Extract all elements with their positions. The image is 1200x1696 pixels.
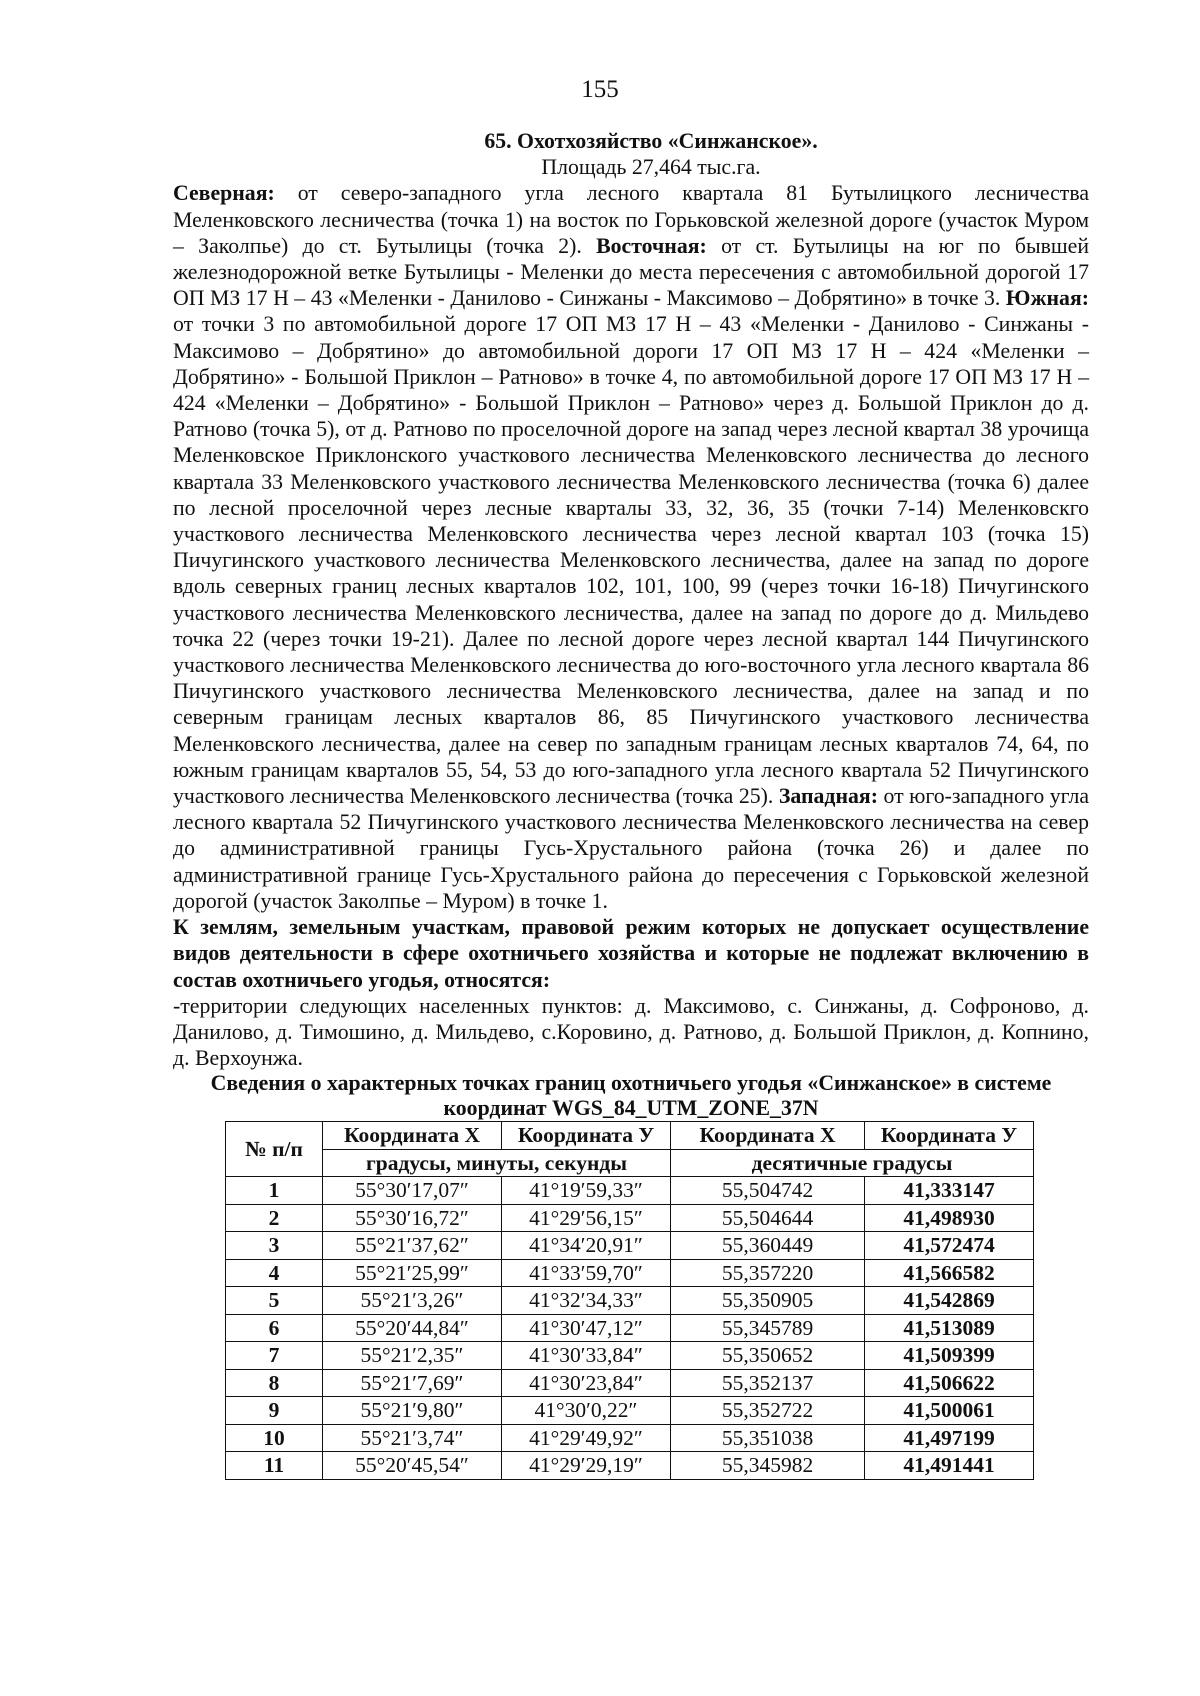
- table-body: [226, 1177, 1034, 1480]
- cell-x-dms: 55°21′7,69″: [323, 1369, 502, 1397]
- table-header-row: [226, 1122, 1034, 1150]
- cell-y-dms: 41°29′56,15″: [502, 1204, 671, 1232]
- cell-x-dms: 55°20′45,54″: [323, 1452, 502, 1480]
- table-row: [226, 1177, 1034, 1205]
- south-label: Южная:: [1005, 286, 1089, 311]
- header-x-dec: Координата X: [671, 1122, 865, 1150]
- cell-y-dec: 41,500061: [865, 1397, 1034, 1425]
- exclusion-heading: К землям, земельным участкам, правовой режим которых не допускает осуществление видов деятельности в сфере охотничьего хозяйства и которые не подлежат включению в состав охотничьего угодья, относятся:: [173, 915, 1089, 992]
- west-label: Западная:: [778, 784, 878, 809]
- table-row: [226, 1314, 1034, 1342]
- cell-x-dms: 55°21′25,99″: [323, 1259, 502, 1287]
- cell-y-dms: 41°29′49,92″: [502, 1424, 671, 1452]
- cell-x-dms: 55°21′3,74″: [323, 1424, 502, 1452]
- cell-x-dec: 55,345789: [671, 1314, 865, 1342]
- cell-num: 3: [226, 1232, 323, 1260]
- cell-y-dec: 41,333147: [865, 1177, 1034, 1205]
- cell-x-dec: 55,351038: [671, 1424, 865, 1452]
- north-label: Северная:: [173, 181, 275, 206]
- cell-num: 9: [226, 1397, 323, 1425]
- cell-y-dec: 41,509399: [865, 1342, 1034, 1370]
- header-y-dec: Координата У: [865, 1122, 1034, 1150]
- cell-num: 11: [226, 1452, 323, 1480]
- cell-x-dec: 55,504742: [671, 1177, 865, 1205]
- cell-y-dec: 41,566582: [865, 1259, 1034, 1287]
- header-dec-group: десятичные градусы: [671, 1149, 1034, 1177]
- cell-y-dms: 41°32′34,33″: [502, 1287, 671, 1315]
- east-text: от ст. Бутылицы на юг по бывшей железнодорожной ветке Бутылицы - Меленки до места пересечения с автомобильной дорогой 17 ОП МЗ 17 Н – 43 «Меленки - Данилово - Синжаны - Максимово – Добрятино» в точке 3.: [173, 233, 1089, 311]
- table-subheader-row: [226, 1149, 1034, 1177]
- table-row: [226, 1232, 1034, 1260]
- cell-y-dec: 41,513089: [865, 1314, 1034, 1342]
- table-row: [226, 1452, 1034, 1480]
- table-row: [226, 1424, 1034, 1452]
- cell-x-dec: 55,352722: [671, 1397, 865, 1425]
- cell-x-dms: 55°21′3,26″: [323, 1287, 502, 1315]
- cell-y-dms: 41°30′47,12″: [502, 1314, 671, 1342]
- table-caption: Сведения о характерных точках границ охотничьего угодья «Синжанское» в системе координат WGS_84_UTM_ZONE_37N: [210, 1071, 1052, 1121]
- cell-num: 8: [226, 1369, 323, 1397]
- cell-x-dec: 55,352137: [671, 1369, 865, 1397]
- table-row: [226, 1287, 1034, 1315]
- cell-y-dec: 41,491441: [865, 1452, 1034, 1480]
- cell-y-dms: 41°19′59,33″: [502, 1177, 671, 1205]
- exclusion-list: -территории следующих населенных пунктов: д. Максимово, с. Синжаны, д. Софроново, д. Данилово, д. Тимошино, д. Мильдево, с.Коровино, д. Ратново, д. Большой Приклон, д. Копнино, д. Верхоунжа.: [173, 993, 1089, 1071]
- area-line: Площадь 27,464 тыс.га.: [541, 155, 761, 180]
- cell-x-dec: 55,345982: [671, 1452, 865, 1480]
- section-title: 65. Охотхозяйство «Синжанское».: [484, 129, 818, 153]
- header-y-dms: Координата У: [502, 1122, 671, 1150]
- page-number: 155: [581, 76, 619, 103]
- cell-num: 7: [226, 1342, 323, 1370]
- cell-num: 2: [226, 1204, 323, 1232]
- cell-x-dec: 55,357220: [671, 1259, 865, 1287]
- cell-y-dms: 41°30′0,22″: [502, 1397, 671, 1425]
- header-num: № п/п: [226, 1122, 323, 1177]
- cell-y-dec: 41,498930: [865, 1204, 1034, 1232]
- cell-x-dec: 55,504644: [671, 1204, 865, 1232]
- cell-x-dms: 55°20′44,84″: [323, 1314, 502, 1342]
- document-content: [173, 128, 1089, 1480]
- cell-y-dec: 41,506622: [865, 1369, 1034, 1397]
- north-text: от северо-западного угла лесного квартала 81 Бутылицкого лесничества Меленковского лесничества (точка 1) на восток по Горьковской железной дороге (участок Муром – Заколпье) до ст. Бутылицы (точка 2).: [173, 181, 1089, 258]
- cell-y-dms: 41°34′20,91″: [502, 1232, 671, 1260]
- cell-y-dec: 41,542869: [865, 1287, 1034, 1315]
- cell-y-dms: 41°29′29,19″: [502, 1452, 671, 1480]
- coordinates-table: [225, 1121, 1034, 1480]
- header-dms-group: градусы, минуты, секунды: [323, 1149, 671, 1177]
- table-row: [226, 1204, 1034, 1232]
- cell-x-dec: 55,360449: [671, 1232, 865, 1260]
- cell-num: 10: [226, 1424, 323, 1452]
- east-label: Восточная:: [596, 233, 707, 258]
- cell-x-dms: 55°21′2,35″: [323, 1342, 502, 1370]
- table-row: [226, 1342, 1034, 1370]
- west-text: от юго-западного угла лесного квартала 52 Пичугинского участкового лесничества Меленковского лесничества на север до административной границы Гусь-Хрустального района (точка 26) и далее по административной границе Гусь-Хрустального района до пересечения с Горьковской железной дорогой (участок Заколпье – Муром) в точке 1.: [173, 784, 1089, 913]
- cell-y-dms: 41°33′59,70″: [502, 1259, 671, 1287]
- boundary-description: [173, 180, 1089, 914]
- cell-y-dec: 41,497199: [865, 1424, 1034, 1452]
- cell-num: 4: [226, 1259, 323, 1287]
- cell-x-dms: 55°30′17,07″: [323, 1177, 502, 1205]
- cell-y-dec: 41,572474: [865, 1232, 1034, 1260]
- header-x-dms: Координата X: [323, 1122, 502, 1150]
- table-row: [226, 1397, 1034, 1425]
- cell-x-dec: 55,350905: [671, 1287, 865, 1315]
- south-text: от точки 3 по автомобильной дороге 17 ОП МЗ 17 Н – 43 «Меленки - Данилово - Синжаны - Максимово – Добрятино» до автомобильной дороги 17 ОП МЗ 17 Н – 424 «Меленки – Добрятино» - Большой Приклон – Ратново» в точке 4, по автомобильной дороге 17 ОП МЗ 17 Н – 424 «Меленки – Добрятино» - Большой Приклон – Ратново» через д. Большой Приклон до д. Ратново (точка 5), от д. Ратново по проселочной дороге на запад через лесной квартал 38 урочища Меленковское Приклонского участкового лесничества Меленковского лесничества до лесного квартала 33 Меленковского участкового лесничества Меленковского лесничества (точка 6) далее по лесной проселочной через лесные кварталы 33, 32, 36, 35 (точки 7-14) Меленковскго участкового лесничества Меленковского лесничества через лесной квартал 103 (точка 15) Пичугинского участкового лесничества Меленковского лесничества, далее на запад по дороге вдоль северных границ лесных кварталов 102, 101, 100, 99 (через точки 16-18) Пичугинского участкового лесничества Меленковского лесничества, далее на запад по дороге до д. Мильдево точка 22 (через точки 19-21). Далее по лесной дороге через лесной квартал 144 Пичугинского участкового лесничества Меленковского лесничества до юго-восточного угла лесного квартала 86 Пичугинского участкового лесничества Меленковского лесничества, далее на запад и по северным границам лесных кварталов 86, 85 Пичугинского участкового лесничества Меленковского лесничества, далее на север по западным границам лесных кварталов 74, 64, по южным границам кварталов 55, 54, 53 до юго-западного угла лесного квартала 52 Пичугинского участкового лесничества Меленковского лесничества (точка 25).: [173, 312, 1089, 809]
- table-row: [226, 1369, 1034, 1397]
- cell-num: 1: [226, 1177, 323, 1205]
- cell-num: 5: [226, 1287, 323, 1315]
- table-row: [226, 1259, 1034, 1287]
- cell-y-dms: 41°30′23,84″: [502, 1369, 671, 1397]
- cell-x-dms: 55°21′37,62″: [323, 1232, 502, 1260]
- cell-y-dms: 41°30′33,84″: [502, 1342, 671, 1370]
- cell-num: 6: [226, 1314, 323, 1342]
- cell-x-dms: 55°30′16,72″: [323, 1204, 502, 1232]
- cell-x-dec: 55,350652: [671, 1342, 865, 1370]
- cell-x-dms: 55°21′9,80″: [323, 1397, 502, 1425]
